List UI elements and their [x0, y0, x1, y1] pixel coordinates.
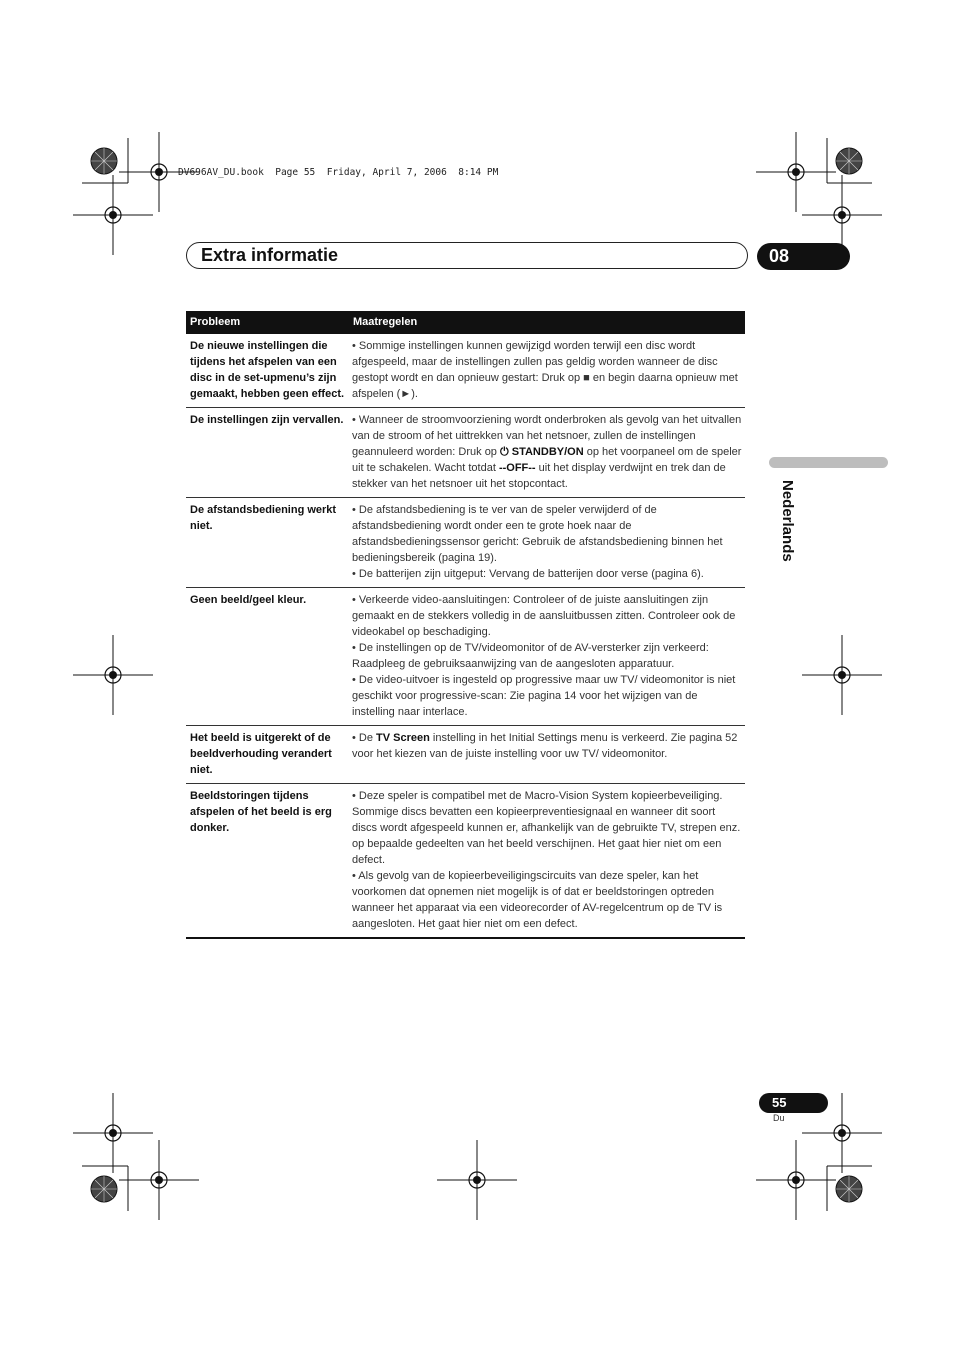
language-side-tab	[769, 457, 888, 468]
table-row	[186, 408, 745, 498]
problem-cell: Geen beeld/geel kleur.	[186, 588, 349, 726]
solution-bullet: • De video-uitvoer is ingesteld op progressive maar uw TV/ videomonitor is niet geschikt voor progressive-scan: Zie pagina 14 voor het wijzigen van de instelling naar interlace.	[352, 674, 736, 718]
solution-cell	[349, 726, 745, 784]
table-row	[186, 784, 745, 939]
solution-cell	[349, 784, 745, 939]
solution-bullet: • De TV Screen instelling in het Initial Settings menu is verkeerd. Zie pagina 52 voor het kiezen van de juiste instelling voor uw TV/ videomonitor.	[352, 732, 738, 760]
page-language-code: Du	[773, 1113, 785, 1123]
problem-cell: Beeldstoringen tijdens afspelen of het beeld is erg donker.	[186, 784, 349, 939]
column-header-solution: Maatregelen	[349, 311, 745, 334]
problem-cell: De afstandsbediening werkt niet.	[186, 498, 349, 588]
section-title: Extra informatie	[201, 245, 339, 265]
solution-bullet: • De instellingen op de TV/videomonitor of de AV-versterker zijn verkeerd: Raadpleeg de gebruiksaanwijzing van de aangesloten apparatuur.	[352, 642, 709, 670]
off-display-label: --OFF--	[498, 462, 536, 474]
problem-cell: De nieuwe instellingen die tijdens het afspelen van een disc in de set-upmenu’s zijn gemaakt, hebben geen effect.	[186, 334, 349, 408]
troubleshooting-table	[186, 311, 745, 939]
solution-cell	[349, 334, 745, 408]
solution-bullet: • Wanneer de stroomvoorziening wordt onderbroken als gevolg van het uitvallen van de stroom of het uittrekken van het netsnoer, zullen de instellingen geannuleerd worden: Druk op ⏻ STANDBY/ON op het voorpaneel om de speler uit te schakelen. Wacht totdat --OFF-- uit het display verdwijnt en trek dan de stekker van het netsnoer uit het stopcontact.	[352, 414, 742, 490]
problem-cell: De instellingen zijn vervallen.	[186, 408, 349, 498]
solution-cell	[349, 498, 745, 588]
table-row	[186, 334, 745, 408]
language-side-label: Nederlands	[779, 480, 796, 562]
solution-bullet: • Als gevolg van de kopieerbeveiligingscircuits van deze speler, kan het voorkomen dat opnemen niet mogelijk is of dat er beeldstoringen optreden wanneer het apparaat via een videorecorder of AV-regelcentrum op de TV is aangesloten. Het gaat hier niet om een defect.	[352, 870, 723, 930]
standby-on-key-label: ⏻ STANDBY/ON	[499, 446, 584, 458]
solution-bullet: • De batterijen zijn uitgeput: Vervang de batterijen door verse (pagina 6).	[352, 568, 704, 580]
table-header-row	[186, 311, 745, 334]
solution-bullet: • Verkeerde video-aansluitingen: Controleer of de juiste aansluitingen zijn gemaakt en de stekkers volledig in de aansluitbussen zitten. Controleer ook de videokabel op beschadiging.	[352, 594, 736, 638]
problem-cell: Het beeld is uitgerekt of de beeldverhouding verandert niet.	[186, 726, 349, 784]
page-number-badge: 55	[759, 1093, 828, 1113]
solution-bullet: • Sommige instellingen kunnen gewijzigd worden terwijl een disc wordt afgespeeld, maar de instellingen zullen pas geldig worden wanneer de disc gestopt wordt en dan opnieuw gestart: Druk op ■ en begin daarna opnieuw met afspelen (►).	[352, 340, 738, 400]
chapter-number-badge: 08	[757, 243, 850, 270]
tv-screen-setting-label: TV Screen	[376, 732, 430, 744]
table-row	[186, 726, 745, 784]
solution-bullet: • Deze speler is compatibel met de Macro-Vision System kopieerbeveiliging. Sommige discs bevatten een kopieerpreventiesignaal en wanneer dit soort discs wordt afgespeeld kunnen er, afhankelijk van de gebruikte TV, strepen enz. op bepaalde gedeelten van het beeld verschijnen. Het gaat hier niet om een defect.	[352, 790, 741, 866]
solution-cell	[349, 408, 745, 498]
solution-bullet: • De afstandsbediening is te ver van de speler verwijderd of de afstandsbediening wordt onder een te grote hoek naar de afstandsbedieningssensor gericht: Gebruik de afstandsbediening binnen het bedieningsbereik (pagina 19).	[352, 504, 723, 564]
column-header-problem: Probleem	[186, 311, 349, 334]
print-file-header: DV696AV_DU.book Page 55 Friday, April 7, 2006 8:14 PM	[178, 167, 499, 178]
table-row	[186, 498, 745, 588]
table-row	[186, 588, 745, 726]
solution-cell	[349, 588, 745, 726]
section-title-bar	[186, 242, 748, 269]
